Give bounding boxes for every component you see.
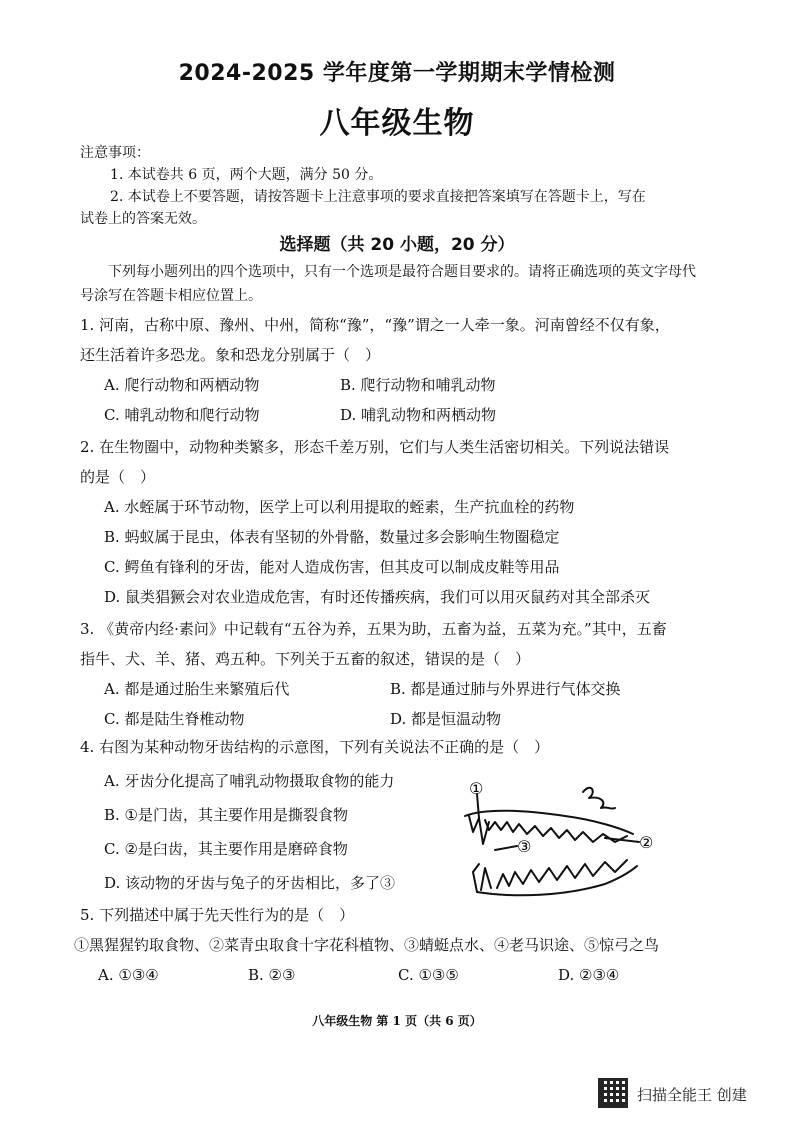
upper-canine — [479, 818, 489, 844]
subject-title: 八年级生物 — [319, 106, 475, 141]
q2-stem-line1: 2. 在生物圈中，动物种类繁多，形态千差万别，它们与人类生活密切相关。下列说法错误 — [80, 438, 670, 456]
q5-stem-line2: ①黑猩猩钓取食物、②菜青虫取食十字花科植物、③蜻蜓点水、④老马识途、⑤惊弓之鸟 — [74, 936, 660, 954]
exam-title: 2024-2025 学年度第一学期期末学情检测 — [178, 61, 616, 86]
q2-option-d: D. 鼠类猖獗会对农业造成危害，有时还传播疾病，我们可以用灭鼠药对其全部杀灭 — [104, 588, 651, 606]
q5-options — [80, 960, 710, 990]
q5-option-a: A. ①③④ — [98, 966, 159, 984]
teeth-diagram — [455, 772, 670, 910]
q1-stem-line1: 1. 河南，古称中原、豫州、中州，简称“豫”，“豫”谓之一人牵一象。河南曾经不仅有象， — [80, 316, 670, 334]
q3-options-row2 — [80, 704, 710, 734]
notes-item-2-cont: 试卷上的答案无效。 — [80, 211, 206, 227]
q1-options-row2 — [80, 400, 710, 430]
q5-option-d: D. ②③④ — [558, 966, 620, 984]
q3-option-c: C. 都是陆生脊椎动物 — [104, 710, 245, 728]
q1-option-b: B. 爬行动物和哺乳动物 — [340, 376, 496, 394]
q4-stem: 4. 右图为某种动物牙齿结构的示意图，下列有关说法不正确的是（ ） — [80, 738, 550, 756]
question-5 — [74, 900, 710, 990]
q4-option-b: B. ①是门齿，其主要作用是撕裂食物 — [104, 806, 349, 824]
q4-option-c: C. ②是臼齿，其主要作用是磨碎食物 — [104, 840, 348, 858]
q4-option-a: A. 牙齿分化提高了哺乳动物摄取食物的能力 — [104, 772, 395, 790]
notes-item-1: 1. 本试卷共 6 页，两个大题，满分 50 分。 — [110, 167, 383, 183]
pointer-3 — [495, 846, 517, 850]
q1-option-c: C. 哺乳动物和爬行动物 — [104, 406, 260, 424]
q3-options-row1 — [80, 674, 710, 704]
notes-block — [80, 142, 700, 230]
qr-logo-icon — [598, 1078, 628, 1108]
upper-teeth — [469, 816, 627, 842]
squiggle-mark — [583, 788, 615, 809]
notes-item-2: 2. 本试卷上不要答题，请按答题卡上注意事项的要求直接把答案填写在答题卡上，写在 — [110, 189, 646, 205]
q3-option-d: D. 都是恒温动物 — [390, 710, 502, 728]
q3-option-b: B. 都是通过肺与外界进行气体交换 — [390, 680, 621, 698]
fig-label-1: ① — [469, 779, 484, 798]
section-intro: 下列每小题列出的四个选项中，只有一个选项是最符合题目要求的。请将正确选项的英文字母代号涂写在答题卡相应位置上。 — [80, 264, 696, 304]
question-2 — [80, 432, 710, 612]
fig-label-3: ③ — [517, 837, 532, 856]
q4-option-d: D. 该动物的牙齿与兔子的牙齿相比，多了③ — [104, 874, 396, 892]
q2-option-b: B. 蚂蚁属于昆虫，体表有坚韧的外骨骼，数量过多会影响生物圈稳定 — [104, 528, 560, 546]
q1-stem-line2: 还生活着许多恐龙。象和恐龙分别属于（ ） — [80, 346, 381, 364]
question-4 — [80, 732, 550, 898]
q1-options-row1 — [80, 370, 710, 400]
question-3 — [80, 614, 710, 734]
q2-option-a: A. 水蛭属于环节动物，医学上可以利用提取的蛭素，生产抗血栓的药物 — [104, 498, 575, 516]
q3-stem-line1: 3. 《黄帝内经·素问》中记载有“五谷为养，五果为助，五畜为益，五菜为充。”其中，五畜 — [80, 620, 667, 638]
scanner-watermark: 扫描全能王 创建 — [637, 1086, 747, 1104]
q5-option-b: B. ②③ — [248, 966, 296, 984]
q1-option-a: A. 爬行动物和两栖动物 — [104, 376, 260, 394]
q2-option-c: C. 鳄鱼有锋利的牙齿，能对人造成伤害，但其皮可以制成皮鞋等用品 — [104, 558, 560, 576]
q5-stem-line1: 5. 下列描述中属于先天性行为的是（ ） — [80, 906, 355, 924]
q3-stem-line2: 指牛、犬、羊、猪、鸡五种。下列关于五畜的叙述，错误的是（ ） — [80, 650, 531, 668]
notes-heading: 注意事项： — [80, 145, 150, 161]
q1-option-d: D. 哺乳动物和两栖动物 — [340, 406, 497, 424]
page-footer: 八年级生物 第 1 页（共 6 页） — [312, 1014, 482, 1028]
section-title: 选择题（共 20 小题，20 分） — [279, 235, 515, 255]
q2-stem-line2: 的是（ ） — [80, 468, 156, 486]
lower-teeth — [481, 860, 627, 890]
q5-option-c: C. ①③⑤ — [398, 966, 459, 984]
question-1 — [80, 310, 710, 430]
lower-incisor — [473, 864, 479, 892]
fig-label-2: ② — [639, 833, 654, 852]
q3-option-a: A. 都是通过胎生来繁殖后代 — [104, 680, 290, 698]
